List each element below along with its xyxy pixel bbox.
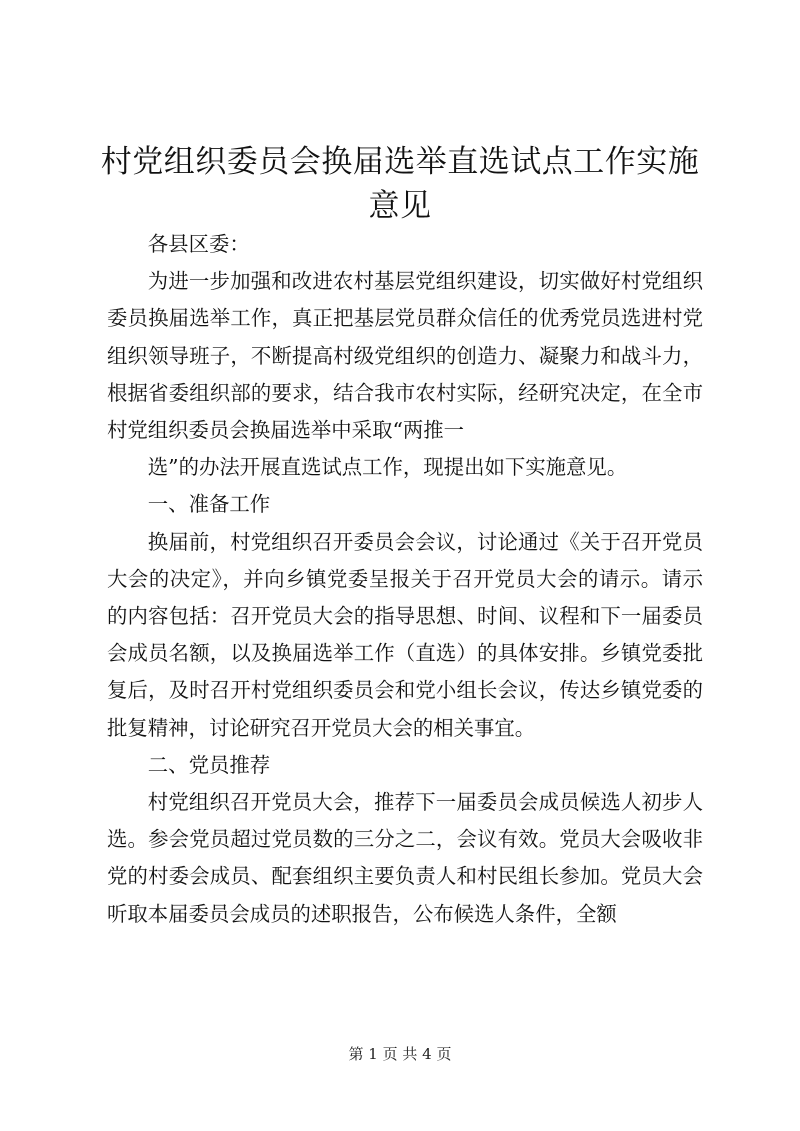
paragraph-recommendation: 村党组织召开党员大会，推荐下一届委员会成员候选人初步人选。参会党员超过党员数的三分之二，会议有效。党员大会吸收非党的村委会成员、配套组织主要负责人和村民组长参加。党员大会听取本届委员会成员的述职报告，公布候选人条件，全额 xyxy=(107,790,703,926)
section-heading-recommendation: 二、党员推荐 xyxy=(147,752,271,777)
document-body xyxy=(107,226,703,933)
section-heading-preparation: 一、准备工作 xyxy=(147,492,271,517)
document-title: 村党组织委员会换届选举直选试点工作实施意见 xyxy=(100,144,700,224)
page-number-footer: 第 1 页 共 4 页 xyxy=(348,1045,452,1063)
paragraph-preparation: 换届前，村党组织召开委员会会议，讨论通过《关于召开党员大会的决定》，并向乡镇党委呈报关于召开党员大会的请示。请示的内容包括：召开党员大会的指导思想、时间、议程和下一届委员会成员名额，以及换届选举工作（直选）的具体安排。乡镇党委批复后，及时召开村党组织委员会和党小组长会议，传达乡镇党委的批复精神，讨论研究召开党员大会的相关事宜。 xyxy=(107,529,703,740)
paragraph-intro: 为进一步加强和改进农村基层党组织建设，切实做好村党组织委员换届选举工作，真正把基层党员群众信任的优秀党员选进村党组织领导班子，不断提高村级党组织的创造力、凝聚力和战斗力，根据省委组织部的要求，结合我市农村实际，经研究决定，在全市村党组织委员会换届选举中采取“两推一 xyxy=(107,269,703,443)
paragraph-intro-continued: 选”的办法开展直选试点工作，现提出如下实施意见。 xyxy=(147,455,628,480)
salutation: 各县区委： xyxy=(147,232,250,256)
